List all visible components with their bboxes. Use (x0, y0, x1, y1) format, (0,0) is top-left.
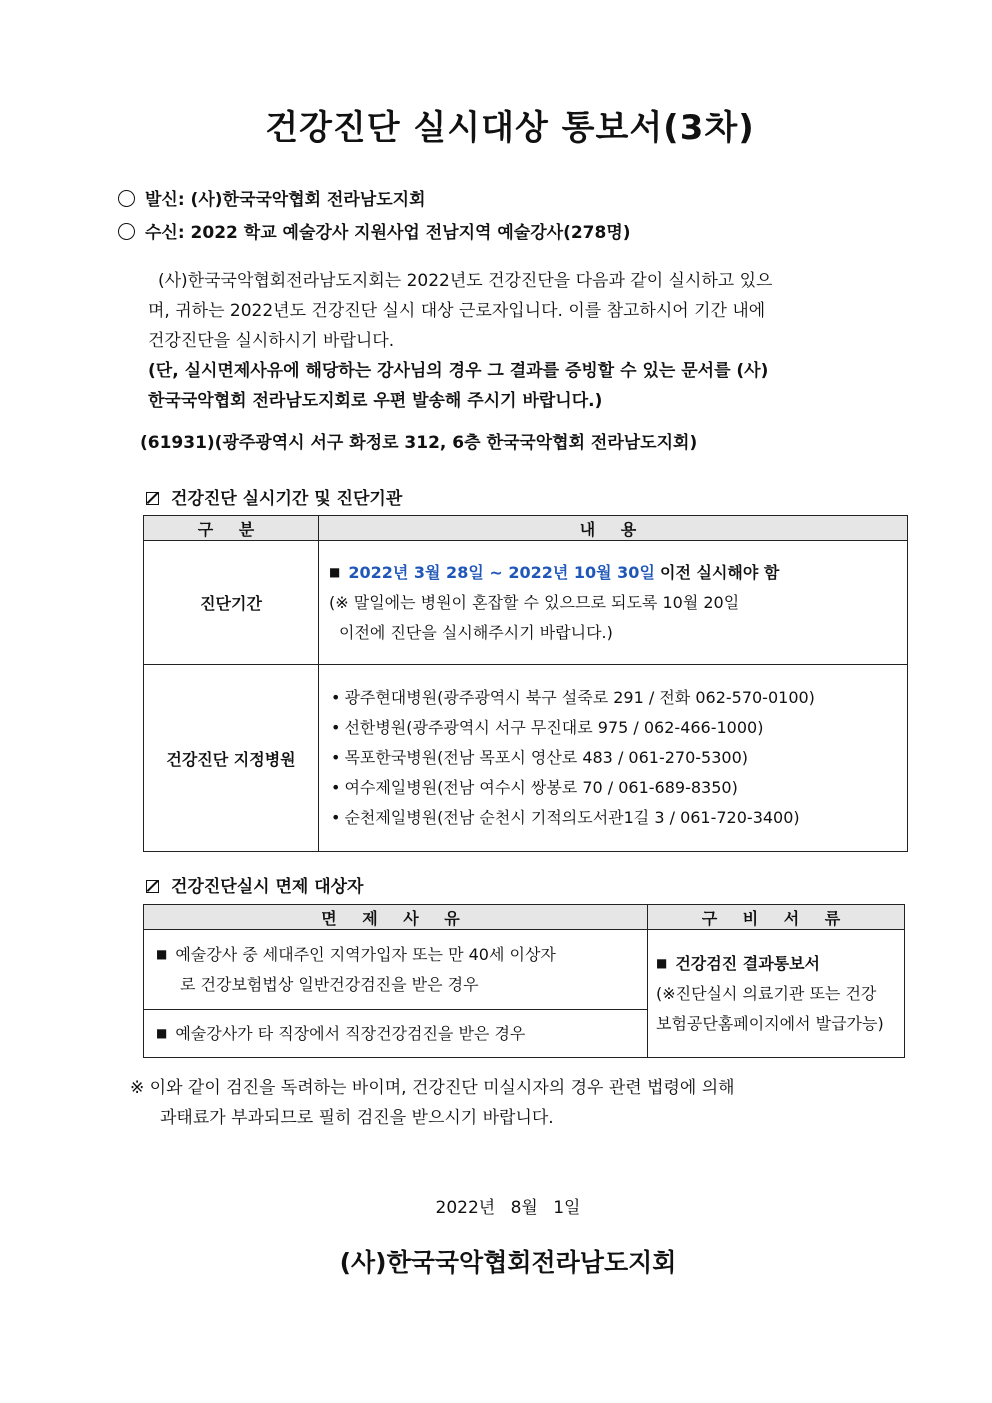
square-bullet-icon: ■ (156, 947, 168, 961)
receiver-text: 수신: 2022 학교 예술강사 지원사업 전남지역 예술강사(278명) (145, 223, 631, 243)
footnote-line-2: 과태료가 부과되므로 필히 검진을 받으시기 바랍니다. (160, 1108, 554, 1128)
schedule-col1: 구 분 (144, 516, 319, 541)
hospital-item: • 선한병원(광주광역시 서구 무진대로 975 / 062-466-1000) (331, 718, 764, 737)
intro-bold-1: (단, 실시면제사유에 해당하는 강사님의 경우 그 결과를 증빙할 수 있는 문서를 (사) (148, 361, 769, 381)
receiver-line (118, 218, 631, 243)
intro-paragraph (148, 266, 910, 416)
organization-name: (사)한국국악협회전라남도지회 (339, 1248, 677, 1277)
exemption-table (143, 904, 905, 1058)
exemption-reason-2: ■ 예술강사가 타 직장에서 직장건강검진을 받은 경우 (144, 1010, 648, 1058)
sender-text: 발신: (사)한국국악협회 전라남도지회 (145, 190, 426, 210)
checkbox-slash-icon (146, 880, 159, 893)
circle-bullet-icon (118, 190, 135, 207)
square-bullet-icon: ■ (329, 565, 341, 579)
intro-line-3: 건강진단을 실시하시기 바랍니다. (148, 331, 395, 351)
footnote (130, 1073, 900, 1133)
schedule-table (143, 515, 908, 852)
required-documents (648, 930, 905, 1058)
doc-note-1: (※진단실시 의료기관 또는 건강 (656, 984, 877, 1003)
period-note-2: 이전에 진단을 실시해주시기 바랍니다.) (339, 623, 613, 642)
footnote-line-1: ※ 이와 같이 검진을 독려하는 바이며, 건강진단 미실시자의 경우 관련 법령에 의해 (130, 1078, 735, 1098)
circle-bullet-icon (118, 223, 135, 240)
exemption-col2: 구 비 서 류 (648, 905, 905, 930)
square-bullet-icon: ■ (656, 956, 668, 970)
square-bullet-icon: ■ (156, 1026, 168, 1040)
period-suffix: 이전 실시해야 함 (660, 563, 780, 582)
section2-heading: 건강진단실시 면제 대상자 (146, 872, 363, 897)
period-note-1: (※ 말일에는 병원이 혼잡할 수 있으므로 되도록 10월 20일 (329, 593, 740, 612)
hospital-item: • 순천제일병원(전남 순천시 기적의도서관1길 3 / 061-720-3400) (331, 808, 800, 827)
checkbox-slash-icon (146, 492, 159, 505)
section1-heading: 건강진단 실시기간 및 진단기관 (146, 484, 402, 509)
period-dates: 2022년 3월 28일 ~ 2022년 10월 30일 (348, 563, 655, 582)
period-content (319, 541, 908, 665)
hospital-list (319, 665, 908, 852)
hospital-item: • 목포한국병원(전남 목포시 영산로 483 / 061-270-5300) (331, 748, 749, 767)
page-title: 건강진단 실시대상 통보서(3차) (265, 108, 755, 148)
exemption-reason-1: ■ 예술강사 중 세대주인 지역가입자 또는 만 40세 이상자 로 건강보험법상 일반건강검진을 받은 경우 (144, 930, 648, 1010)
hospital-item: • 광주현대병원(광주광역시 북구 설죽로 291 / 전화 062-570-0100) (331, 688, 815, 707)
sender-line (118, 185, 426, 210)
exemption-col1: 면 제 사 유 (144, 905, 648, 930)
issue-date: 2022년 8월 1일 (435, 1198, 581, 1218)
period-label: 진단기간 (144, 541, 319, 665)
intro-line-1: (사)한국국악협회전라남도지회는 2022년도 건강진단을 다음과 같이 실시하고 있으 (158, 271, 773, 291)
hospital-label: 건강진단 지정병원 (144, 665, 319, 852)
intro-line-2: 며, 귀하는 2022년도 건강진단 실시 대상 근로자입니다. 이를 참고하시어 기간 내에 (148, 301, 766, 321)
doc-title: 건강검진 결과통보서 (675, 954, 821, 973)
hospital-item: • 여수제일병원(전남 여수시 쌍봉로 70 / 061-689-8350) (331, 778, 738, 797)
intro-bold-2: 한국국악협회 전라남도지회로 우편 발송해 주시기 바랍니다.) (148, 391, 603, 411)
schedule-col2: 내 용 (319, 516, 908, 541)
doc-note-2: 보험공단홈페이지에서 발급가능) (656, 1014, 884, 1033)
intro-address: (61931)(광주광역시 서구 화정로 312, 6층 한국국악협회 전라남도지회) (140, 433, 698, 453)
